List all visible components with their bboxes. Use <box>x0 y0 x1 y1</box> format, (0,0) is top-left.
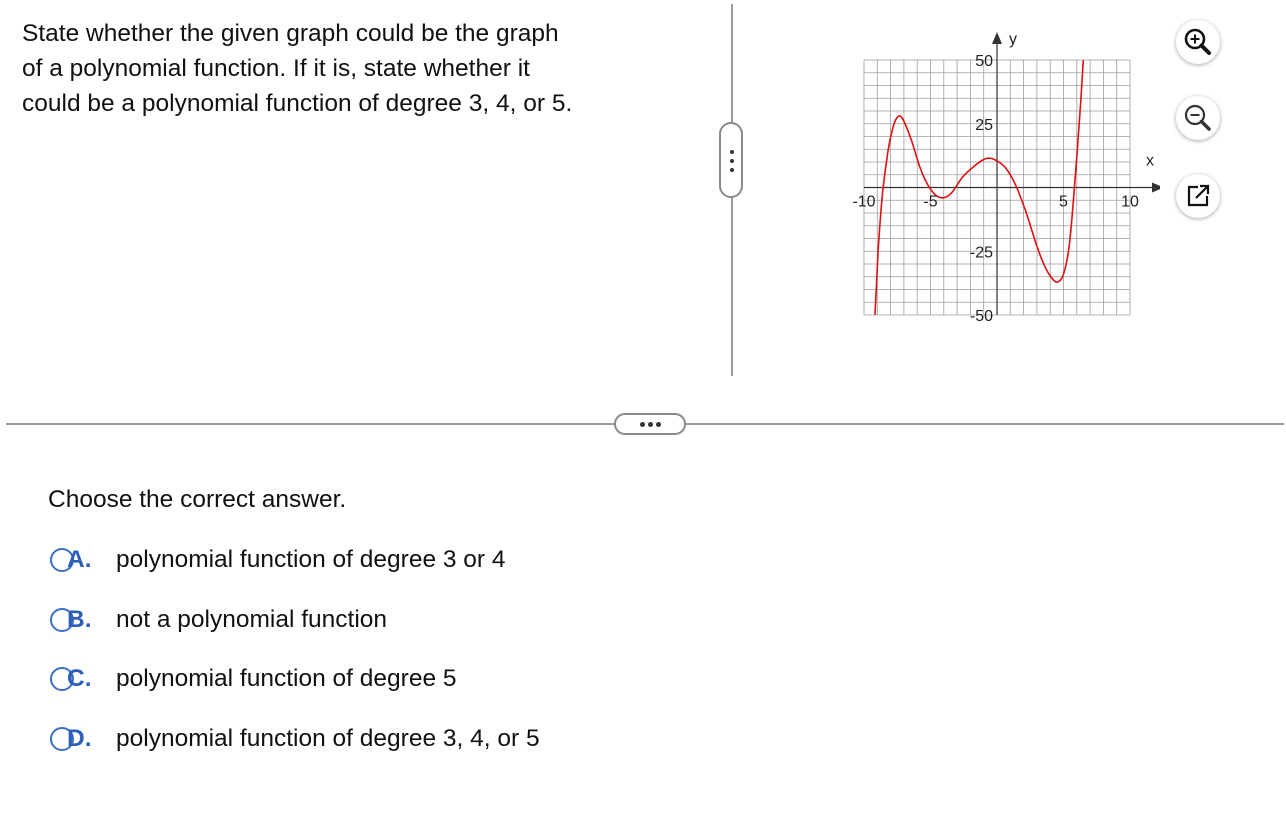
x-axis-label: x <box>1146 152 1154 170</box>
question-text <box>22 16 702 121</box>
option-d[interactable] <box>50 721 670 757</box>
question-line: could be a polynomial function of degree 3, 4, or 5. <box>22 90 573 117</box>
y-tick-label: -25 <box>969 244 993 262</box>
option-text: polynomial function of degree 5 <box>116 665 457 692</box>
y-axis-arrow <box>992 32 1002 44</box>
y-tick-label: -50 <box>969 308 993 325</box>
zoom-in-button[interactable] <box>1176 20 1220 64</box>
x-tick-label: 5 <box>1059 193 1068 211</box>
option-a[interactable] <box>50 542 670 578</box>
horizontal-resize-handle[interactable] <box>614 413 686 435</box>
option-letter: A. <box>67 546 92 573</box>
zoom-out-icon <box>1176 96 1220 140</box>
zoom-out-button[interactable] <box>1176 96 1220 140</box>
y-axis-label: y <box>1009 31 1017 48</box>
graph-axes <box>864 32 1160 315</box>
y-tick-label: 50 <box>975 53 993 70</box>
option-letter: D. <box>67 725 92 752</box>
option-c[interactable] <box>50 661 670 697</box>
x-tick-label: 10 <box>1121 193 1139 211</box>
option-text: polynomial function of degree 3 or 4 <box>116 546 506 573</box>
option-b[interactable] <box>50 602 670 638</box>
vertical-resize-handle[interactable] <box>719 122 743 198</box>
x-axis-arrow <box>1152 183 1160 193</box>
polynomial-graph <box>830 20 1160 340</box>
question-line: State whether the given graph could be the graph <box>22 20 559 47</box>
popout-button[interactable] <box>1176 174 1220 218</box>
option-text: polynomial function of degree 3, 4, or 5 <box>116 725 540 752</box>
zoom-in-icon <box>1176 20 1220 64</box>
option-letter: C. <box>67 665 92 692</box>
popout-icon <box>1176 174 1220 218</box>
option-text: not a polynomial function <box>116 606 388 633</box>
x-tick-label: -5 <box>923 193 938 211</box>
question-line: of a polynomial function. If it is, state whether it <box>22 55 530 82</box>
option-letter: B. <box>67 606 92 633</box>
answer-prompt: Choose the correct answer. <box>48 486 347 513</box>
x-tick-label: -10 <box>852 193 876 211</box>
y-tick-label: 25 <box>975 116 993 134</box>
